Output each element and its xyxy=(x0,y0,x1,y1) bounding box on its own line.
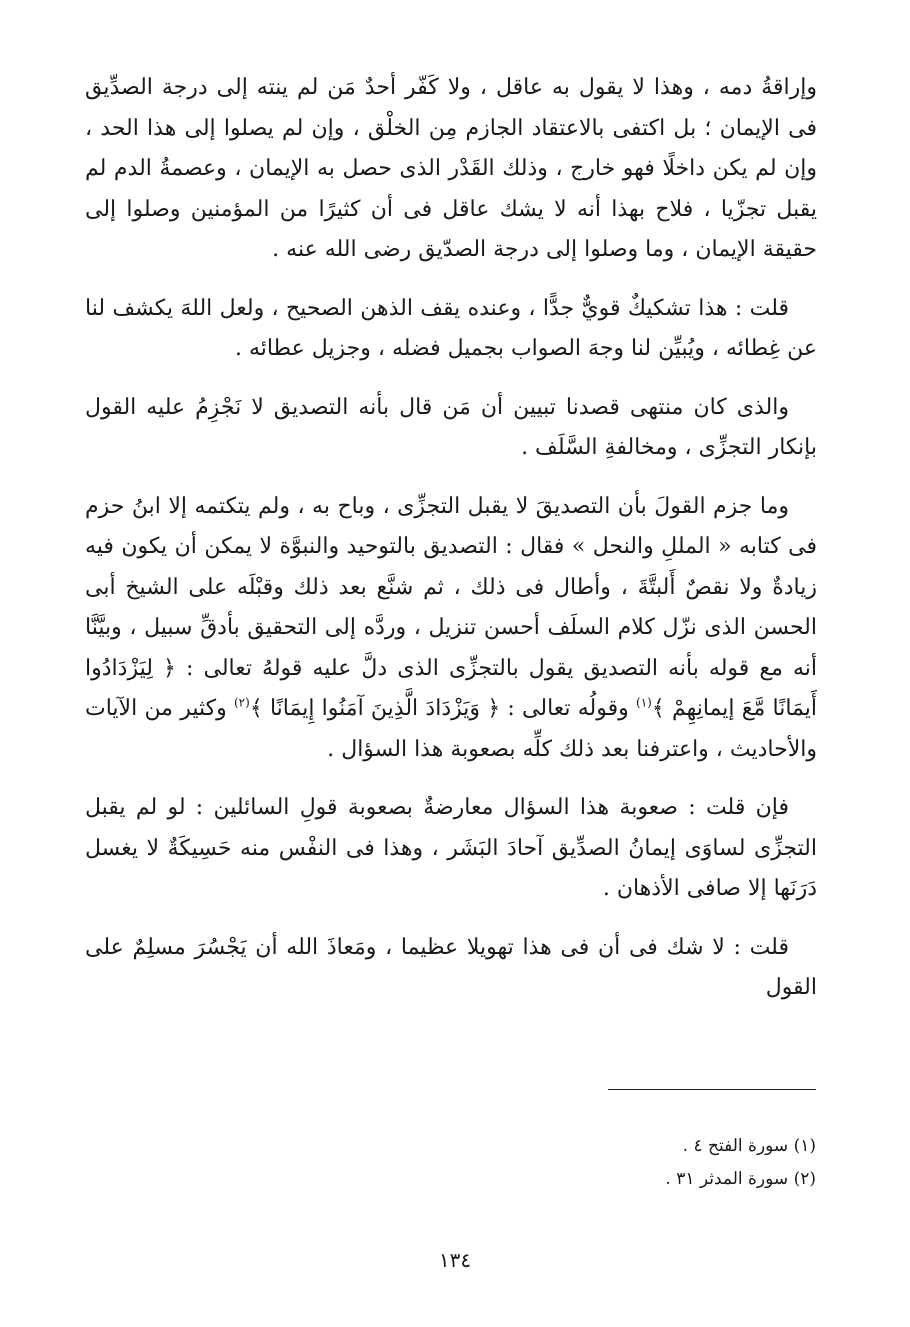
page-body xyxy=(85,68,817,1009)
paragraph-3: والذى كان منتهى قصدنا تبيين أن مَن قال بأنه التصديق لا نَجْزِمُ عليه القول بإنكار التجزِّى ، ومخالفةِ السَّلَف . xyxy=(85,394,817,460)
paragraph-4 xyxy=(85,487,817,771)
footnote-2: (٢) سورة المدثر ٣١ . xyxy=(665,1169,816,1189)
footnote-1: (١) سورة الفتح ٤ . xyxy=(682,1136,816,1156)
page-number: ١٣٤ xyxy=(438,1248,472,1272)
footnote-divider xyxy=(608,1089,816,1090)
paragraph-4-part-2: وقولُه تعالى : ﴿ وَيَزْدَادَ الَّذِينَ آمَنُوا إِيمَانًا ﴾ xyxy=(249,696,636,721)
paragraph-4-part-1: وما جزم القولَ بأن التصديقَ لا يقبل التجزِّى ، وباح به ، ولم يتكتمه إلا ابنُ حزم فى كتابه « المللِ والنحل » فقال : التصديق بالتوحيد والنبوَّة لا يمكن أن يكون فيه زيادةٌ ولا نقصٌ أَلبتَّةَ ، وأطال فى ذلك ، ثم شنَّع بعد ذلك وقبْلَه على الشيخ أبى الحسن الذى نزّل كلام السلَف أحسن تنزيل ، وردَّه إلى التحقيق بأدقِّ سبيل ، وبيَّنَّا أنه مع قوله بأنه التصديق يقول بالتجزِّى الذى دلَّ عليه قولهُ تعالى : ﴿ لِيَزْدَادُوا أَيمَانًا مَّعَ إيمانِهِمْ ﴾ xyxy=(85,493,817,721)
paragraph-2: قلت : هذا تشكيكٌ قويٌّ جدًّا ، وعنده يقف الذهن الصحيح ، ولعل اللهَ يكشف لنا عن غِطائه ، ويُبيِّن لنا وجهَ الصواب بجميل فضله ، وجزيل عطائه . xyxy=(85,295,817,361)
paragraph-1: وإراقةُ دمه ، وهذا لا يقول به عاقل ، ولا كَفّر أحدٌ مَن لم ينته إلى درجة الصدِّيق فى الإيمان ؛ بل اكتفى بالاعتقاد الجازم مِن الخلْق ، وإن لم يصلوا إلى هذا الحد ، وإن لم يكن داخلًا فهو خارج ، وذلك القَدْر الذى حصل به الإيمان ، وعصمةُ الدم لم يقبل تجزّيا ، فلاح بهذا أنه لا يشك عاقل فى أن كثيرًا من المؤمنين وصلوا إلى حقيقة الإيمان ، وما وصلوا إلى درجة الصدّيق رضى الله عنه . xyxy=(85,75,818,262)
footnote-marker-1: (١) xyxy=(636,695,652,710)
paragraph-6: قلت : لا شك فى أن فى هذا تهويلا عظيما ، ومَعاذَ الله أن يَجْسُرَ مسلِمٌ على القول xyxy=(85,934,817,1000)
footnotes xyxy=(400,1130,816,1196)
footnote-marker-2: (٢) xyxy=(233,695,250,710)
paragraph-5: فإن قلت : صعوبة هذا السؤال معارضةٌ بصعوبة قولِ السائلين : لو لم يقبل التجزِّى لساوَى إيمانُ الصدِّيق آحادَ البَشَر ، وهذا فى النفْس منه حَسِيكَةٌ لا يغسل دَرَنَها إلا صافى الأذهان . xyxy=(85,795,817,901)
paragraph-4-part-3: وكثير من الآيات والأحاديث ، واعترفنا بعد ذلك كلِّه بصعوبة هذا السؤال . xyxy=(85,696,817,762)
